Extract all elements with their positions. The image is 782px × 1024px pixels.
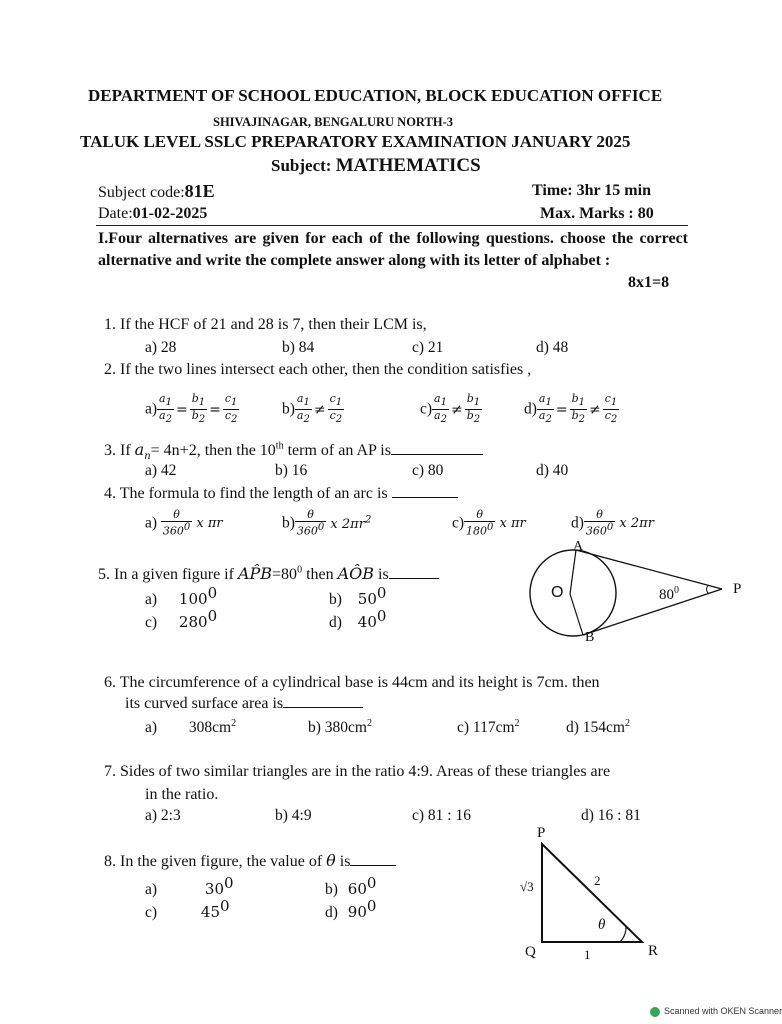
q3-option-d: d) 40 bbox=[536, 462, 569, 479]
marks-value: 80 bbox=[637, 205, 654, 222]
fig8-label-q: Q bbox=[525, 944, 536, 960]
q2-option-a-label: a) bbox=[145, 400, 158, 418]
q1-option-b: b) 84 bbox=[282, 339, 315, 356]
fig8-theta-label: θ bbox=[598, 917, 606, 933]
q5-option-b bbox=[329, 584, 386, 609]
q5-prefix: 5. In a given figure if bbox=[98, 566, 234, 583]
q3-prefix: 3. If bbox=[104, 442, 131, 459]
q6-option-a-sq: 2 bbox=[231, 718, 237, 729]
q3-term-sub: n bbox=[144, 451, 151, 463]
q4-text: 4. The formula to find the length of an arc is bbox=[104, 485, 388, 502]
department-heading: DEPARTMENT OF SCHOOL EDUCATION, BLOCK EDUCATION OFFICE bbox=[88, 86, 663, 105]
q4-option-d-label: d) bbox=[571, 514, 584, 532]
q3-sup: th bbox=[275, 440, 284, 452]
question-2: 2. If the two lines intersect each other, then the condition satisfies , bbox=[104, 361, 532, 378]
q4-option-d: d) $\frac{\theta}{360^0}$ x 2πr bbox=[571, 508, 654, 538]
q5-option-d-label: d) bbox=[329, 614, 342, 632]
q5-option-c-label: c) bbox=[145, 614, 158, 632]
q3-term: a bbox=[134, 440, 145, 459]
q3-option-c: c) 80 bbox=[412, 462, 444, 479]
q2-option-d-label: d) bbox=[524, 400, 537, 418]
q6-option-b-sq: 2 bbox=[366, 718, 372, 729]
q2-option-b-label: b) bbox=[282, 400, 295, 418]
q6-option-a bbox=[145, 718, 236, 737]
q8-option-a bbox=[145, 874, 234, 899]
question-7-line1: 7. Sides of two similar triangles are in the ratio 4:9. Areas of these triangles are bbox=[104, 763, 611, 780]
radius-ob bbox=[570, 594, 583, 635]
q7-option-c: c) 81 : 16 bbox=[412, 807, 471, 824]
q8-option-a-label: a) bbox=[145, 881, 158, 899]
q7-option-b: b) 4:9 bbox=[275, 807, 312, 824]
q4-option-a-label: a) bbox=[145, 514, 158, 532]
q2-option-c: c) $\frac{a_1}{a_2}$ ≠ $\frac{b_1}{b_2}$ bbox=[420, 392, 481, 426]
radius-oa bbox=[570, 550, 576, 594]
exam-date bbox=[98, 205, 207, 223]
q1-option-d: d) 48 bbox=[536, 339, 569, 356]
subject-name: MATHEMATICS bbox=[335, 155, 481, 176]
q5-value: =80 bbox=[272, 566, 298, 583]
fig5-angle-deg: 0 bbox=[674, 585, 679, 596]
q5-option-c bbox=[145, 607, 217, 632]
q5-value-deg: 0 bbox=[297, 564, 303, 576]
q6-option-a-value: 308cm bbox=[188, 719, 232, 737]
question-7-line2: in the ratio. bbox=[145, 786, 219, 803]
scanner-text: Scanned with OKEN Scanner bbox=[664, 1006, 782, 1016]
q6-option-c-text: c) 117cm bbox=[457, 719, 515, 737]
q5-angle-aob: AÔB bbox=[337, 564, 375, 583]
q8-prefix: 8. In the given figure, the value of bbox=[104, 853, 323, 870]
q6-option-d bbox=[566, 718, 630, 737]
fig5-label-o: O bbox=[551, 584, 564, 601]
q5-option-d bbox=[329, 607, 386, 632]
q3-option-a: a) 42 bbox=[145, 462, 177, 479]
q6-option-b-text: b) 380cm bbox=[308, 719, 367, 737]
subject-code-value: 81E bbox=[184, 181, 215, 201]
time-allowed bbox=[532, 182, 651, 200]
subject-label: Subject: bbox=[271, 156, 332, 175]
q6-line2-text: its curved surface area is bbox=[125, 695, 284, 712]
exam-heading: TALUK LEVEL SSLC PREPARATORY EXAMINATION JANUARY 2025 bbox=[80, 132, 631, 151]
fig8-side-pq: √3 bbox=[520, 879, 534, 894]
q6-option-d-text: d) 154cm bbox=[566, 719, 625, 737]
q6-option-b bbox=[308, 718, 372, 737]
theta-arc bbox=[620, 926, 626, 942]
question-4 bbox=[104, 485, 458, 503]
q8-answer-blank bbox=[350, 853, 396, 866]
subject-code bbox=[98, 181, 215, 202]
q8-option-c-deg: 0 bbox=[220, 897, 230, 915]
subject-line bbox=[271, 155, 481, 177]
q8-option-c-value: 45 bbox=[200, 903, 221, 922]
q8-option-a-value: 30 bbox=[204, 880, 225, 899]
fig5-angle-label bbox=[659, 585, 679, 604]
section-instruction bbox=[98, 228, 688, 272]
q5-option-c-deg: 0 bbox=[207, 607, 218, 625]
header-divider bbox=[96, 225, 688, 226]
fig5-angle-value: 80 bbox=[659, 587, 674, 603]
q7-option-d: d) 16 : 81 bbox=[581, 807, 641, 824]
q8-option-b-value: 60 bbox=[347, 880, 367, 899]
question-3 bbox=[104, 440, 483, 462]
fig5-label-p: P bbox=[733, 581, 742, 597]
q2-option-b: b) $\frac{a_1}{a_2}$ ≠ $\frac{c_1}{c_2}$ bbox=[282, 392, 343, 426]
q8-option-c-label: c) bbox=[145, 904, 158, 922]
q4-option-c-label: c) bbox=[452, 514, 465, 532]
q5-option-c-value: 280 bbox=[178, 613, 208, 632]
marks-label: Max. Marks : bbox=[540, 205, 634, 222]
q2-option-a: a) $\frac{a_1}{a_2}$ = $\frac{b_1}{b_2}$ = $\frac{c_1}{c_2}$ bbox=[145, 392, 238, 426]
fig5-label-a: A bbox=[573, 539, 584, 554]
q6-answer-blank bbox=[283, 695, 363, 708]
q6-option-c bbox=[457, 718, 520, 737]
q8-option-d bbox=[325, 897, 376, 922]
q6-option-a-label: a) bbox=[145, 719, 158, 737]
fig8-label-p: P bbox=[537, 825, 546, 841]
q1-option-a: a) 28 bbox=[145, 339, 177, 356]
scanner-logo-icon bbox=[650, 1007, 660, 1017]
q5-then: then bbox=[302, 566, 334, 583]
question-1: 1. If the HCF of 21 and 28 is 7, then their LCM is, bbox=[104, 316, 427, 333]
scanner-watermark bbox=[650, 1006, 782, 1017]
q6-option-d-sq: 2 bbox=[624, 718, 630, 729]
question-8 bbox=[104, 851, 396, 871]
fig8-label-r: R bbox=[648, 943, 659, 959]
q8-is: is bbox=[339, 853, 351, 870]
q3-equation: = 4n+2, then the 10 bbox=[150, 442, 276, 459]
fig8-side-qr: 1 bbox=[584, 947, 591, 962]
instruction-text: I.Four alternatives are given for each of the following questions. choose the correct alternative and write the complete answer along with its letter of alphabet : bbox=[98, 230, 688, 269]
subject-code-label: Subject code: bbox=[98, 184, 185, 201]
q1-option-c: c) 21 bbox=[412, 339, 444, 356]
fig5-label-b: B bbox=[585, 630, 595, 645]
tangent-pa bbox=[576, 550, 722, 589]
date-label: Date: bbox=[98, 205, 133, 222]
triangle-pqr bbox=[542, 844, 642, 942]
q2-option-c-label: c) bbox=[420, 400, 433, 418]
q8-option-c bbox=[145, 897, 230, 922]
q5-option-b-deg: 0 bbox=[376, 584, 387, 602]
q3-suffix: term of an AP is bbox=[283, 442, 391, 459]
q8-triangle-figure bbox=[530, 836, 660, 948]
tangent-pb bbox=[583, 589, 722, 635]
angle-arc-p bbox=[707, 585, 710, 594]
circle-outline bbox=[530, 550, 616, 636]
q3-option-b: b) 16 bbox=[275, 462, 308, 479]
q5-is: is bbox=[378, 566, 389, 583]
q8-option-b-deg: 0 bbox=[366, 874, 377, 892]
q5-option-b-value: 50 bbox=[357, 590, 377, 609]
date-value: 01-02-2025 bbox=[132, 205, 208, 222]
q3-answer-blank bbox=[391, 442, 483, 455]
time-label: Time: bbox=[532, 182, 573, 199]
q4-option-a: a) $\frac{\theta}{360^0}$ x πr bbox=[145, 508, 223, 538]
q5-answer-blank bbox=[389, 566, 439, 579]
q8-option-a-deg: 0 bbox=[224, 874, 234, 892]
q5-option-d-deg: 0 bbox=[376, 607, 387, 625]
q5-option-a-value: 100 bbox=[178, 590, 208, 609]
q2-option-d: d) $\frac{a_1}{a_2}$ = $\frac{b_1}{b_2}$ ≠ $\frac{c_1}{c_2}$ bbox=[524, 392, 618, 426]
question-6-line1: 6. The circumference of a cylindrical base is 44cm and its height is 7cm. then bbox=[104, 674, 600, 691]
q7-option-a: a) 2:3 bbox=[145, 807, 181, 824]
fig8-side-pr: 2 bbox=[594, 873, 601, 888]
q8-option-d-deg: 0 bbox=[366, 897, 377, 915]
max-marks bbox=[540, 205, 654, 223]
time-value: 3hr 15 min bbox=[576, 182, 651, 199]
q5-option-b-label: b) bbox=[329, 591, 342, 609]
q4-option-c: c) $\frac{\theta}{180^0}$ x πr bbox=[452, 508, 526, 538]
q5-option-a-deg: 0 bbox=[207, 584, 218, 602]
office-heading: SHIVAJINAGAR, BENGALURU NORTH-3 bbox=[213, 115, 453, 129]
q5-option-d-value: 40 bbox=[357, 613, 377, 632]
question-6-line2 bbox=[125, 695, 363, 713]
q4-option-b: b) $\frac{\theta}{360^0}$ x $2\pi r^2$ bbox=[282, 508, 372, 538]
q8-option-d-value: 90 bbox=[347, 903, 367, 922]
section-marks: 8x1=8 bbox=[628, 274, 670, 291]
q5-option-a bbox=[145, 584, 217, 609]
q5-option-a-label: a) bbox=[145, 591, 158, 609]
q4-answer-blank bbox=[392, 485, 458, 498]
q6-option-c-sq: 2 bbox=[514, 718, 520, 729]
question-5 bbox=[98, 564, 439, 584]
q5-angle-apb: AP̂B bbox=[237, 564, 273, 583]
q8-option-d-label: d) bbox=[325, 904, 338, 922]
q8-theta: θ bbox=[326, 851, 336, 870]
q4-option-b-label: b) bbox=[282, 514, 295, 532]
q8-option-b bbox=[325, 874, 376, 899]
q8-option-b-label: b) bbox=[325, 881, 338, 899]
